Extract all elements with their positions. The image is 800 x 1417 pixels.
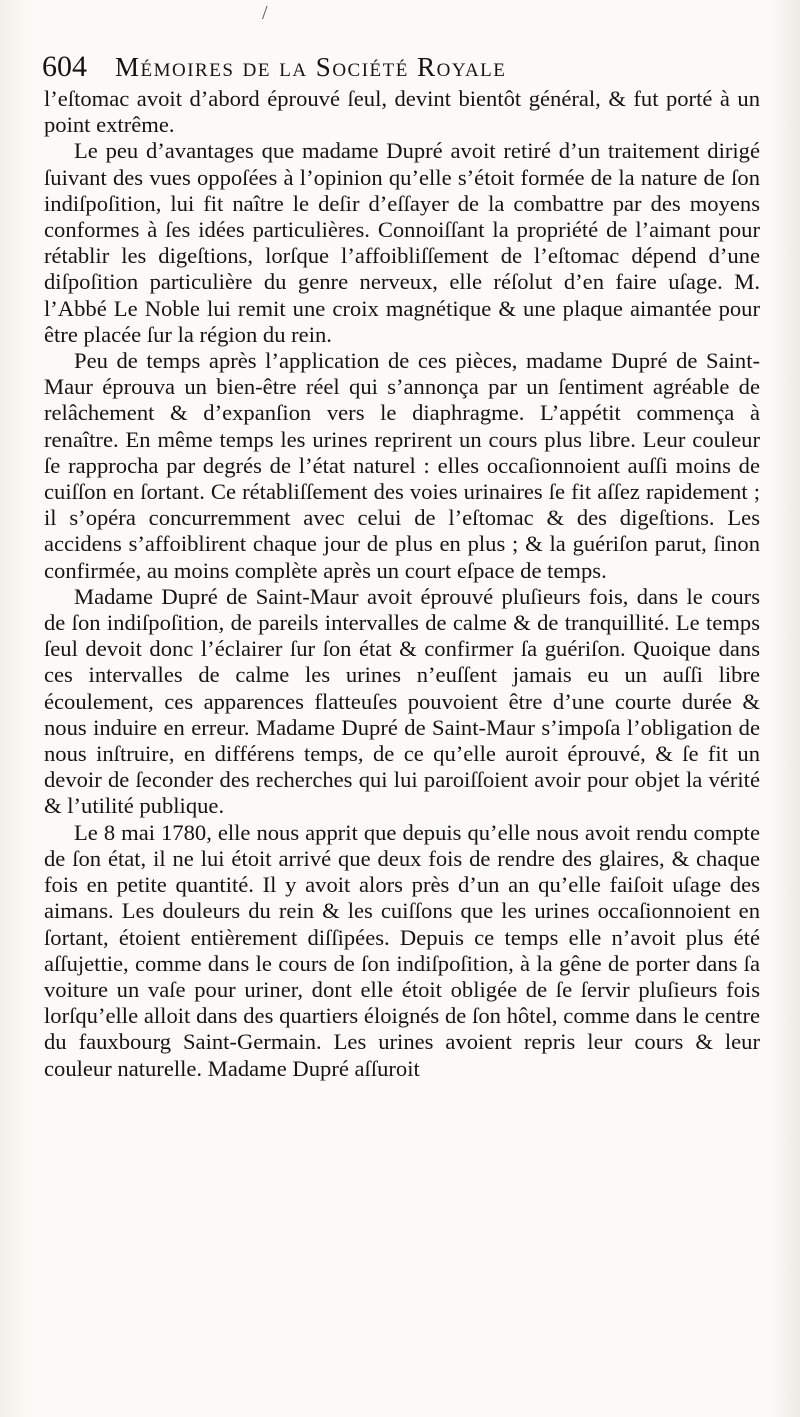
paragraph: Le peu d’avantages que madame Dupré avoit retiré d’un traitement dirigé ſuivant des vues oppoſées à l’opinion qu’elle s’étoit formée de la nature de ſon indiſpoſition, lui fit naître le deſir d’eſſayer de la combattre par des moyens conformes à ſes idées particulières. Connoiſſant la propriété de l’aimant pour rétablir les digeſtions, lorſque l’affoibliſſement de l’eſtomac dépend d’une diſpoſition particulière du genre nerveux, elle réſolut d’en faire uſage. M. l’Abbé Le Noble lui remit une croix magnétique & une plaque aimantée pour être placée ſur la région du rein. bbox=[44, 138, 760, 347]
paragraph: Peu de temps après l’application de ces pièces, madame Dupré de Saint-Maur éprouva un bien-être réel qui s’annonça par un ſentiment agréable de relâchement & d’expanſion vers le diaphragme. L’appétit commença à renaître. En même temps les urines reprirent un cours plus libre. Leur couleur ſe rapprocha par degrés de l’état naturel : elles occaſionnoient auſſi moins de cuiſſon en ſortant. Ce rétabliſſement des voies urinaires ſe fit aſſez rapidement ; il s’opéra concurremment avec celui de l’eſtomac & des digeſtions. Les accidens s’affoiblirent chaque jour de plus en plus ; & la guériſon parut, ſinon confirmée, au moins complète après un court eſpace de temps. bbox=[44, 348, 760, 583]
paragraph: Madame Dupré de Saint-Maur avoit éprouvé pluſieurs fois, dans le cours de ſon indiſpoſition, de pareils intervalles de calme & de tranquillité. Le temps ſeul devoit donc l’éclairer ſur ſon état & confirmer ſa guériſon. Quoique dans ces intervalles de calme les urines n’euſſent jamais eu un auſſi libre écoulement, ces apparences flatteuſes pouvoient être d’une courte durée & nous induire en erreur. Madame Dupré de Saint-Maur s’impoſa l’obligation de nous inſtruire, en différens temps, de ce qu’elle auroit éprouvé, & ſe fit un devoir de ſeconder des recherches qui lui paroiſſoient avoir pour objet la vérité & l’utilité publique. bbox=[44, 583, 760, 819]
running-title: Mémoires de la Société Royale bbox=[115, 52, 507, 82]
page-number: 604 bbox=[42, 50, 87, 83]
paragraph-continuation: l’eſtomac avoit d’abord éprouvé ſeul, devint bientôt général, & fut porté à un point extrême. bbox=[44, 86, 760, 138]
body-text bbox=[44, 86, 760, 1082]
top-mark: / bbox=[262, 2, 268, 24]
paragraph: Le 8 mai 1780, elle nous apprit que depuis qu’elle nous avoit rendu compte de ſon état, il ne lui étoit arrivé que deux fois de rendre des glaires, & chaque fois en petite quantité. Il y avoit alors près d’un an qu’elle faiſoit uſage des aimans. Les douleurs du rein & les cuiſſons que les urines occaſionnoient en ſortant, étoient entièrement diſſipées. Depuis ce temps elle n’avoit plus été aſſujettie, comme dans le cours de ſon indiſpoſition, à la gêne de porter dans ſa voiture un vaſe pour uriner, dont elle étoit obligée de ſe ſervir pluſieurs fois lorſqu’elle alloit dans des quartiers éloignés de ſon hôtel, comme dans le centre du fauxbourg Saint-Germain. Les urines avoient repris leur cours & leur couleur naturelle. Madame Dupré aſſuroit bbox=[44, 819, 760, 1081]
